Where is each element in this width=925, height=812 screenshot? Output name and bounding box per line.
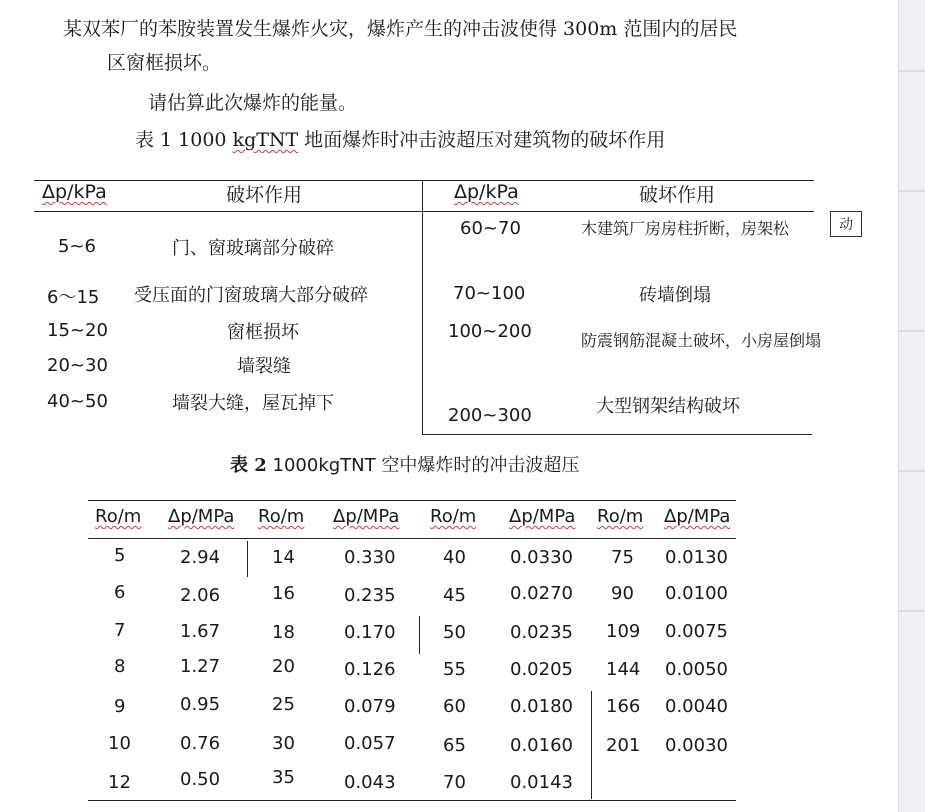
table2-cell: 0.76 [180,733,221,754]
table1-left-effect: 墙裂大缝，屋瓦掉下 [172,393,334,414]
table2-cell: 65 [443,735,466,756]
table1-header-effect-right: 破坏作用 [639,184,716,206]
table2-cell: 0.0205 [510,659,573,680]
scrollbar-stripe [899,190,925,192]
problem-line-2: 区窗框损坏。 [107,52,222,74]
table2-cell: 90 [611,583,634,604]
table2-cell: 0.0030 [665,735,728,756]
table2-fragment-line [247,541,248,577]
table2-cell: 10 [108,733,131,754]
table2-cell: 0.0330 [510,547,573,568]
table2-cell: 0.126 [344,659,396,680]
table1-left-effect: 门、窗玻璃部分破碎 [172,238,334,259]
table1-left-effect: 窗框损坏 [227,322,299,343]
table2-header-rule [88,538,736,539]
table2-header: Ro/m [430,506,477,527]
table2-cell: 1.67 [180,621,221,642]
table1-left-dp: 6～15 [47,287,100,308]
table2-cell: 0.0050 [665,659,728,680]
table2-cell: 0.50 [180,769,221,790]
table2-cell: 0.0270 [510,583,573,604]
problem-line-1: 某双苯厂的苯胺装置发生爆炸火灾，爆炸产生的冲击波使得 300m 范围内的居民 [63,18,738,40]
table2-cell: 0.057 [344,733,396,754]
table2-cell: 0.0040 [665,696,728,717]
table1-right-effect: 木建筑厂房房柱折断，房架松 [581,219,790,238]
table2-cell: 25 [272,694,295,715]
table2-cell: 55 [443,659,466,680]
table2-cell: 16 [272,583,295,604]
scrollbar-stripe [899,470,925,472]
table2-cell: 0.0100 [665,583,728,604]
table1-left-effect: 墙裂缝 [237,356,291,377]
vertical-scrollbar[interactable] [898,0,925,812]
table2-cell: 20 [272,656,295,677]
table2-cell: 5 [114,545,126,566]
table1-header-effect-left: 破坏作用 [226,184,303,206]
table2-cell: 8 [114,656,126,677]
table2-header: Ro/m [597,506,644,527]
table2-cell: 144 [606,659,641,680]
table1-left-dp: 20~30 [47,355,108,376]
table1-caption [135,125,665,152]
table2-bottom-rule [88,800,736,801]
table1-header-dp-left: Δp/kPa [42,181,107,203]
table2-cell: 0.0160 [510,735,573,756]
scrollbar-stripe [899,610,925,612]
table2-cell: 0.170 [344,622,396,643]
table1-divider [422,180,423,434]
table2-cell: 12 [108,772,131,793]
table1-left-dp: 15~20 [47,320,108,341]
table2-cell: 166 [606,696,641,717]
table2-cell: 18 [272,622,295,643]
table2-header: Δp/MPa [333,506,400,527]
table2-fragment-line [591,691,592,799]
table2-cell: 7 [114,620,126,641]
table2-fragment-line [419,616,420,654]
table2-caption-label: 表 2 [230,455,267,476]
table2-cell: 0.079 [344,696,396,717]
table1-right-effect: 砖墙倒塌 [639,285,711,306]
table2-cell: 60 [443,696,466,717]
table2-header: Ro/m [95,506,142,527]
table2-cell: 0.0180 [510,696,573,717]
table1-header-dp-right: Δp/kPa [454,181,519,203]
table2-cell: 1.27 [180,656,221,677]
table1-right-effect: 防震钢筋混凝土破坏，小房屋倒塌 [581,331,822,350]
table1-left-effect: 受压面的门窗玻璃大部分破碎 [134,285,368,306]
table2-header: Δp/MPa [509,506,576,527]
table2-cell: 45 [443,585,466,606]
table2-cell: 109 [606,621,641,642]
table1-right-dp: 100~200 [448,321,532,342]
table1-caption-unit: kgTNT [232,129,299,151]
table2-cell: 0.235 [344,585,396,606]
table2-cell: 0.95 [180,694,221,715]
table2-cell: 70 [443,772,466,793]
table1-header-rule [34,211,814,212]
table2-header: Ro/m [258,506,305,527]
table2-cell: 14 [272,547,295,568]
table2-caption [230,451,579,477]
table2-header: Δp/MPa [664,506,731,527]
table2-cell: 0.043 [344,772,396,793]
table1-caption-pre: 表 1 1000 [135,129,233,151]
table2-cell: 2.06 [180,585,221,606]
table1-right-effect: 大型钢架结构破坏 [596,396,740,417]
table2-cell: 0.0075 [665,621,728,642]
table2-caption-text: 1000kgTNT 空中爆炸时的冲击波超压 [266,455,580,476]
table2-cell: 0.0143 [510,772,573,793]
scrollbar-stripe [899,330,925,332]
table2-cell: 50 [443,622,466,643]
table2-cell: 35 [272,767,295,788]
table1-bottom-rule [422,434,812,435]
scrollbar-stripe [899,70,925,72]
table2-cell: 30 [272,733,295,754]
table2-cell: 0.0235 [510,622,573,643]
table2-cell: 40 [443,547,466,568]
table1-left-dp: 40~50 [47,391,108,412]
table2-header: Δp/MPa [168,506,235,527]
problem-line-3: 请估算此次爆炸的能量。 [148,92,358,114]
table2-cell: 75 [611,547,634,568]
table1-right-dp: 200~300 [448,405,532,426]
table2-cell: 2.94 [180,547,221,568]
table1-right-dp: 60~70 [460,218,521,239]
table2-cell: 0.0130 [665,547,728,568]
table2-cell: 0.330 [344,547,396,568]
table1-caption-post: 地面爆炸时冲击波超压对建筑物的破坏作用 [298,129,666,151]
table2-top-rule [88,500,736,501]
table1-right-dp: 70~100 [453,283,526,304]
table1-left-dp: 5~6 [58,236,96,257]
table2-cell: 201 [606,735,641,756]
table1-overflow-box: 动 [830,211,862,237]
table2-cell: 6 [114,582,126,603]
table2-cell: 9 [114,696,126,717]
